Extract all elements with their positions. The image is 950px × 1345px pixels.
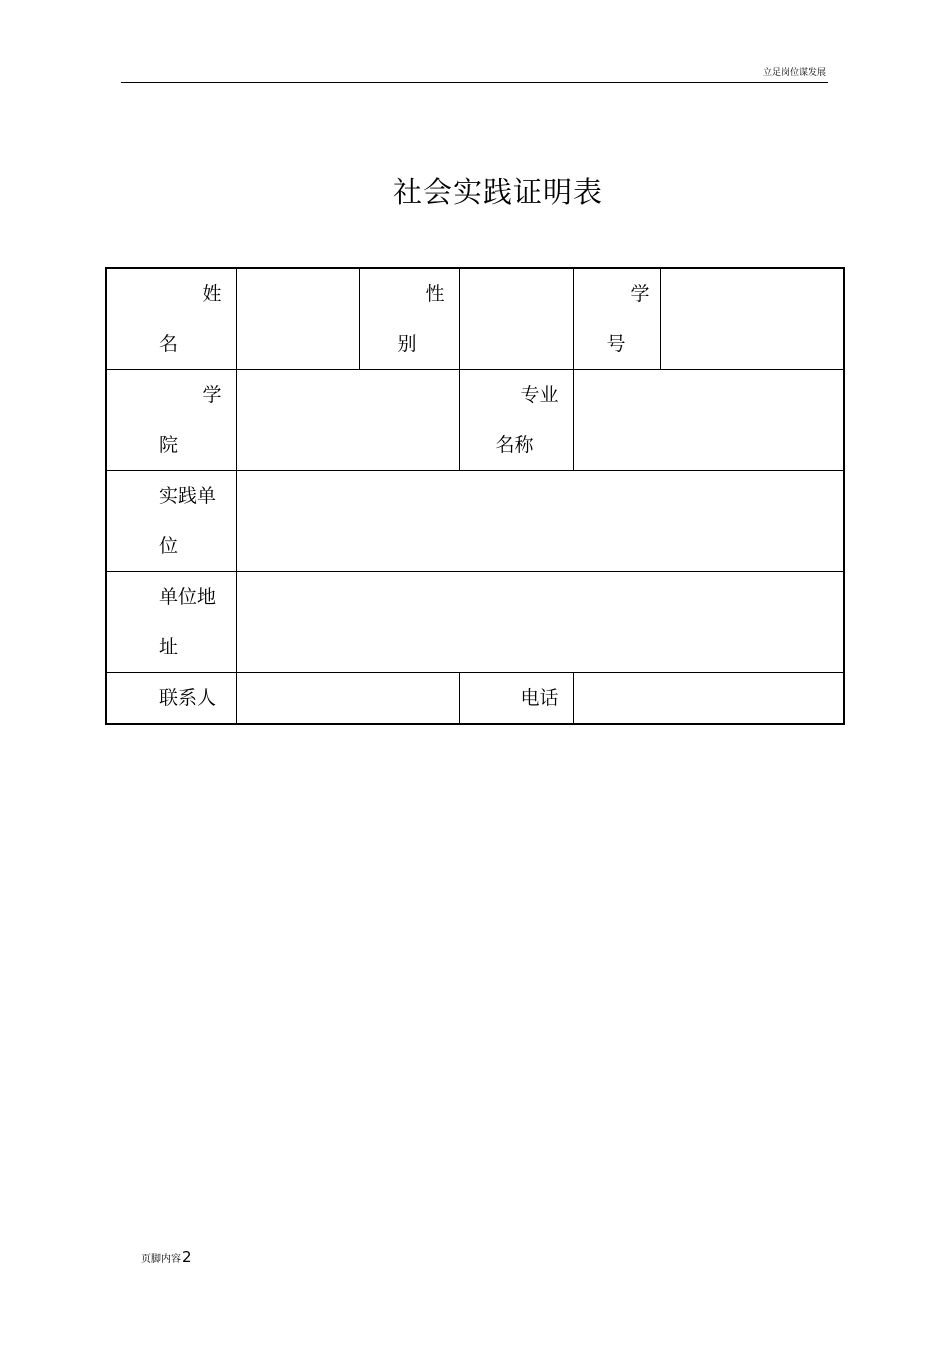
footer-page-number: 2: [182, 1248, 192, 1266]
practice-certificate-form: [105, 267, 845, 725]
college-label-line2: 院: [159, 434, 179, 456]
student-id-value-cell[interactable]: [660, 268, 844, 370]
gender-label-cell: [359, 268, 459, 370]
student-id-label-line2: 号: [606, 333, 626, 355]
gender-value-cell[interactable]: [459, 268, 573, 370]
practice-unit-value-cell[interactable]: [236, 471, 844, 572]
major-label-cell: [459, 370, 573, 471]
page-footer: [141, 1248, 192, 1269]
header-rule: [121, 82, 828, 83]
page-title: 社会实践证明表: [392, 175, 603, 209]
phone-value-cell[interactable]: [573, 673, 844, 725]
student-id-label-cell: [573, 268, 660, 370]
form-row-unit-address: [106, 572, 844, 673]
unit-address-value-cell[interactable]: [236, 572, 844, 673]
major-value-cell[interactable]: [573, 370, 844, 471]
form-row-college: [106, 370, 844, 471]
contact-label-cell: [106, 673, 236, 725]
unit-address-label-cell: [106, 572, 236, 673]
footer-text: 页脚内容: [141, 1254, 181, 1265]
phone-label-cell: [459, 673, 573, 725]
form-row-contact: [106, 673, 844, 725]
form-row-basic-info: [106, 268, 844, 370]
college-label-cell: [106, 370, 236, 471]
gender-label-line1: 性: [425, 283, 445, 305]
unit-address-label: 单位地址: [159, 586, 217, 658]
name-label-line1: 姓: [202, 283, 222, 305]
gender-label-line2: 别: [397, 333, 417, 355]
name-label-line2: 名: [159, 333, 179, 355]
page-header-text: 立足岗位谋发展: [762, 68, 826, 78]
contact-label: 联系人: [159, 687, 217, 709]
major-label-line2: 名称: [495, 434, 534, 456]
phone-label: 电话: [520, 687, 559, 709]
student-id-label-line1: 学: [630, 283, 650, 305]
name-value-cell[interactable]: [236, 268, 359, 370]
college-value-cell[interactable]: [236, 370, 459, 471]
form-row-practice-unit: [106, 471, 844, 572]
major-label-line1: 专业: [520, 384, 559, 406]
college-label-line1: 学: [202, 384, 222, 406]
name-label-cell: [106, 268, 236, 370]
practice-unit-label: 实践单位: [159, 485, 217, 557]
practice-unit-label-cell: [106, 471, 236, 572]
contact-value-cell[interactable]: [236, 673, 459, 725]
